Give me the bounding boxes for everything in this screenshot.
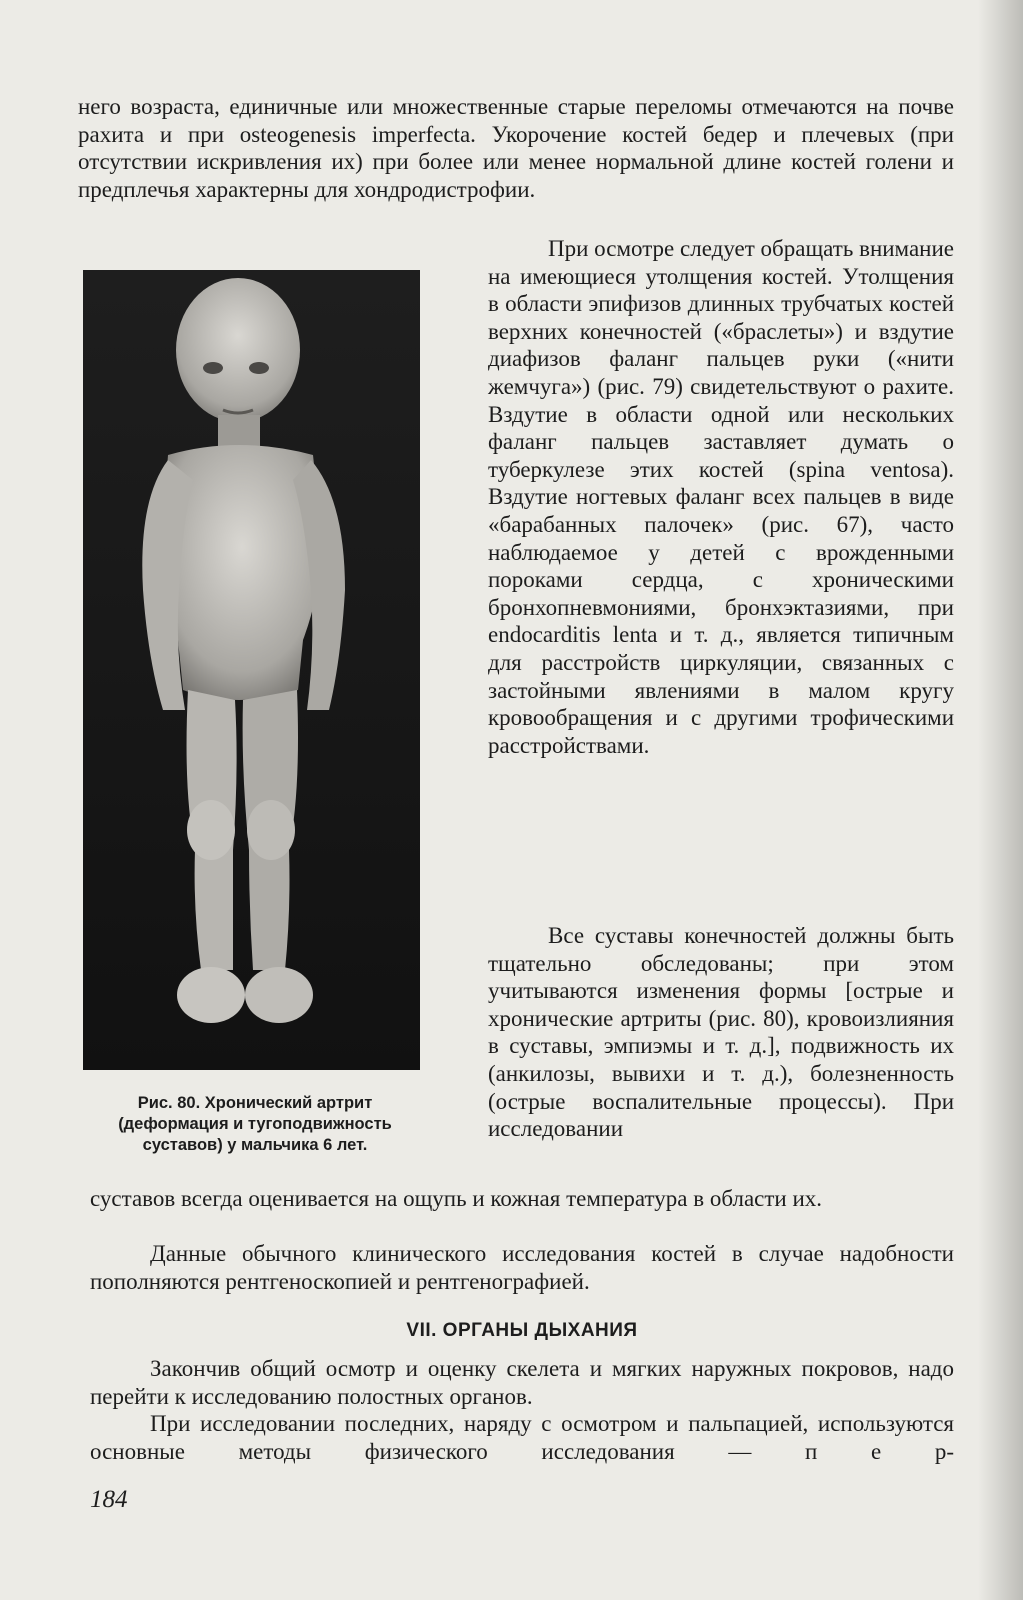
- figure-photo: [83, 270, 420, 1070]
- page-edge-shadow: [978, 0, 1023, 1600]
- xray-paragraph: Данные обычного клинического исследования костей в случае надобности пополняются рентгеноскопией и рентгенографией.: [90, 1241, 954, 1294]
- section-heading: VII. ОРГАНЫ ДЫХАНИЯ: [406, 1320, 638, 1341]
- respiratory-paragraph-1: Закончив общий осмотр и оценку скелета и мягких наружных покровов, надо перейти к исследованию полостных органов.: [90, 1356, 954, 1409]
- figure-caption: Рис. 80. Хронический артрит (деформация и тугоподвижность суставов) у мальчика 6 лет.: [118, 1094, 392, 1154]
- page-number: 184: [90, 1486, 128, 1513]
- top-paragraph: него возраста, единичные или множественные старые переломы отмечаются на почве рахита и при osteogenesis imperfecta. Укорочение костей бедер и плечевых (при отсутствии искривления их) при более или менее нормальной длине костей голени и предплечья характерны для хондродистрофии.: [78, 94, 954, 202]
- joints-paragraph: Все суставы конечностей должны быть тщательно обследованы; при этом учитываются изменения формы [острые и хронические артриты (рис. 80), кровоизлияния в суставы, эмпиэмы и т. д.], подвижность их (анкилозы, вывихи и т. д.), болезненность (острые воспалительные процессы). При исследовании: [488, 923, 954, 1142]
- joints-paragraph-continued: суставов всегда оценивается на ощупь и кожная температура в области их.: [90, 1186, 823, 1211]
- respiratory-paragraph-2: При исследовании последних, наряду с осмотром и пальпацией, используются основные методы физического исследования — п е р-: [90, 1411, 954, 1464]
- right-column-paragraph: При осмотре следует обращать внимание на имеющиеся утолщения костей. Утолщения в области эпифизов длинных трубчатых костей верхних конечностей («браслеты») и вздутие диафизов фаланг пальцев руки («нити жемчуга») (рис. 79) свидетельствуют о рахите. Вздутие в области одной или нескольких фаланг пальцев заставляет думать о туберкулезе этих костей (spina ventosa). Вздутие ногтевых фаланг всех пальцев в виде «барабанных палочек» (рис. 67), часто наблюдаемое у детей с врожденными пороками сердца, с хроническими бронхопневмониями, бронхэктазиями, при endocarditis lenta и т. д., является типичным для расстройств циркуляции, связанных с застойными явлениями в малом кругу кровообращения и с другими трофическими расстройствами.: [488, 236, 954, 758]
